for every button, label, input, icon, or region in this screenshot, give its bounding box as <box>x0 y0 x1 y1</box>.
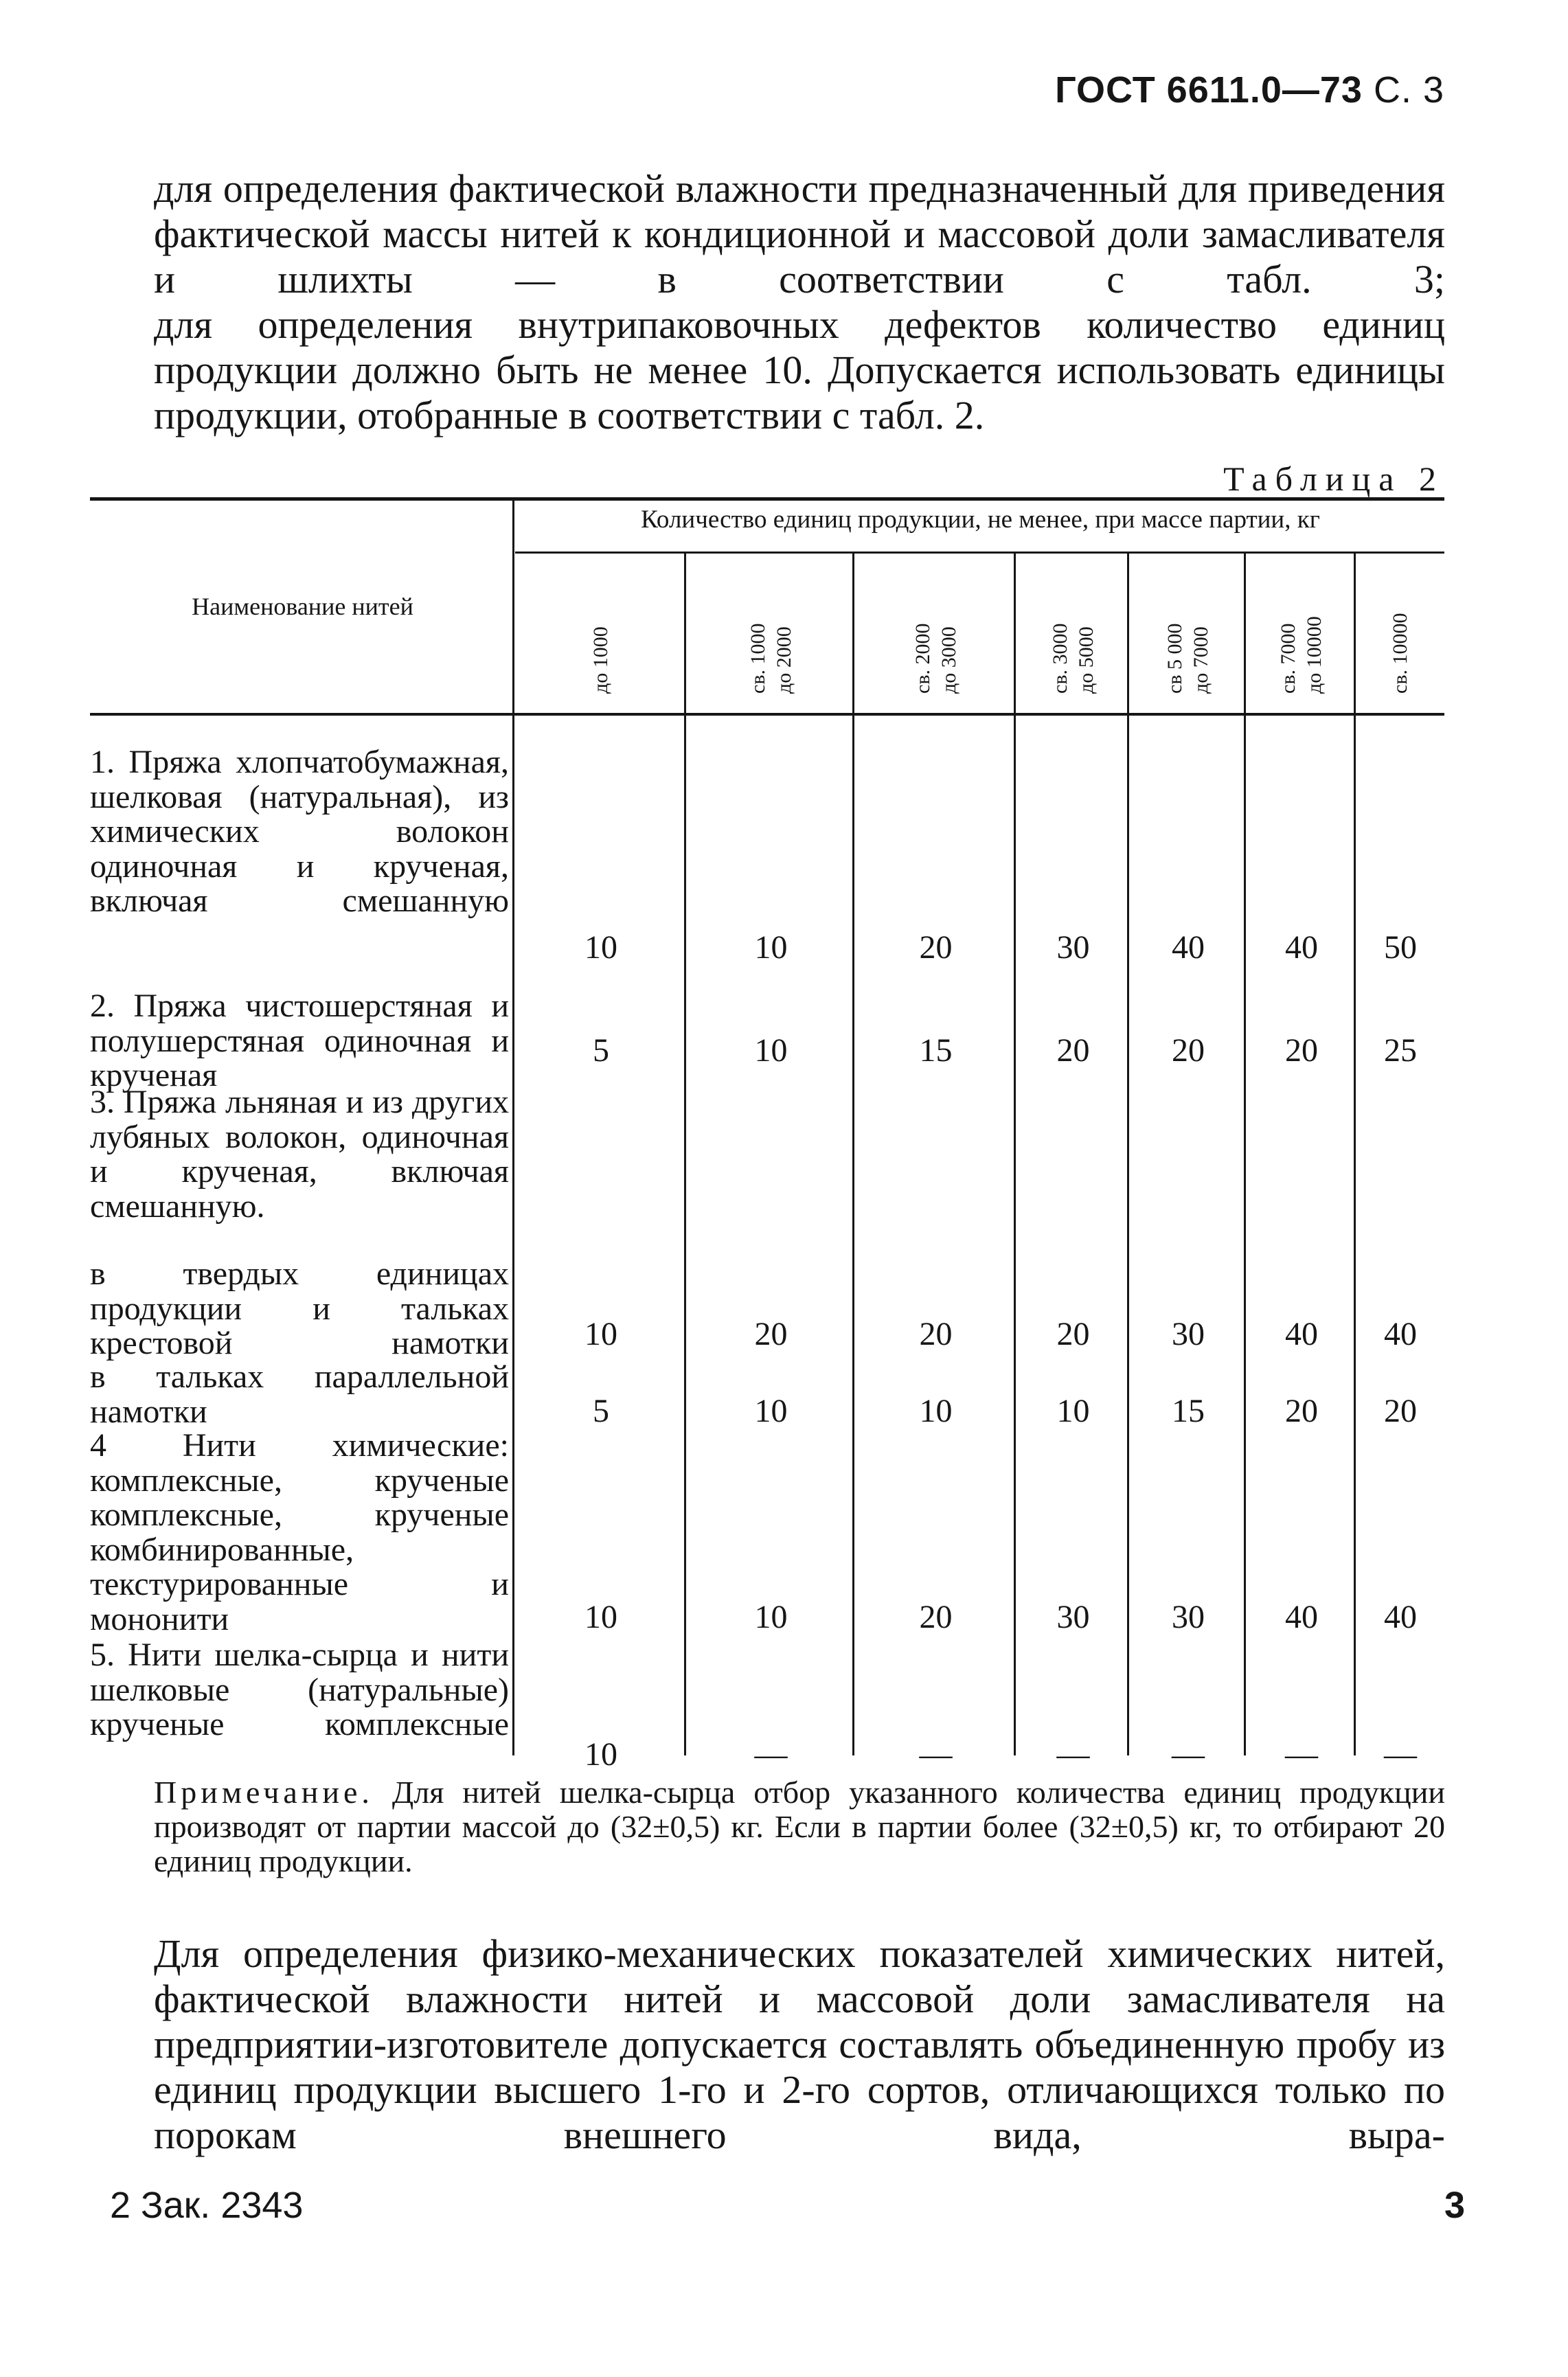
row-value: 15 <box>1172 1393 1205 1429</box>
row-value: 10 <box>584 929 617 966</box>
table-note <box>154 1775 1445 1878</box>
row-value: 40 <box>1285 1599 1318 1635</box>
column-line <box>1354 551 1356 1755</box>
row-value: 25 <box>1384 1032 1417 1069</box>
row-value: 40 <box>1285 1316 1318 1352</box>
column-header-5 <box>1162 570 1214 694</box>
row-name: 1. Пряжа хлопчатобумажная, шелковая (натуральная), из химических волокон одиночная и крученая, включая смешанную <box>90 744 509 919</box>
row-value: — <box>1056 1736 1090 1773</box>
row-value: 10 <box>754 1032 788 1069</box>
row-value: 30 <box>1172 1599 1205 1635</box>
standard-number: ГОСТ 6611.0—73 <box>1055 69 1363 111</box>
note-text: Для нитей шелка-сырца отбор указанного количества единиц продукции производят от партии массой до (32±0,5) кг. Если в партии более (32±0,5) кг, то отбирают 20 единиц продукции. <box>154 1775 1445 1878</box>
table-caption: Таблица 2 <box>1223 459 1444 498</box>
column-header-7 <box>1387 570 1413 694</box>
column-line <box>1014 551 1016 1755</box>
row-value: 30 <box>1172 1316 1205 1352</box>
column-header-line: до 10000 <box>1303 616 1326 694</box>
row-value: 10 <box>584 1599 617 1635</box>
row-value: 20 <box>1056 1316 1090 1352</box>
row-value: 20 <box>919 1316 953 1352</box>
row-name: 4 Нити химические: комплексные, крученые комплексные, крученые комбинированные, текстурированные и мононити <box>90 1427 509 1637</box>
row-value: 10 <box>1056 1393 1090 1429</box>
row-value: 20 <box>919 929 953 966</box>
column-header-line: до 1000 <box>589 626 612 694</box>
table-top-rule <box>90 497 1444 501</box>
row-value: 40 <box>1285 929 1318 966</box>
row-value: 20 <box>1384 1393 1417 1429</box>
row-value: — <box>1285 1736 1318 1773</box>
column-header-line: св. 3000 <box>1048 623 1071 694</box>
row-value: 5 <box>593 1032 609 1069</box>
closing-paragraph: Для определения физико-механических показателей химических нитей, фактической влажности нитей и массовой доли замасливателя на предприятии-изготовителе допускается составлять объединенную пробу из единиц продукции высшего 1-го и 2-го сортов, отличающихся только по порокам внешнего вида, выра- <box>154 1931 1445 2157</box>
name-header: Наименование нитей <box>192 593 413 620</box>
order-number: 2 Зак. 2343 <box>110 2185 304 2226</box>
row-name: 2. Пряжа чистошерстяная и полушерстяная одиночная и крученая <box>90 988 509 1093</box>
row-value: — <box>919 1736 953 1773</box>
column-header-line: до 5000 <box>1074 626 1098 694</box>
row-value: 20 <box>1172 1032 1205 1069</box>
column-line <box>1127 551 1129 1755</box>
intro-paragraph-1: для определения фактической влажности предназначенный для приведения фактической массы нитей к кондиционной и массовой доли замасливателя и шлихты — в соответствии с табл. 3; <box>154 166 1445 302</box>
column-header-line: до 7000 <box>1190 626 1212 694</box>
column-line <box>684 551 686 1755</box>
row-value: 40 <box>1384 1316 1417 1352</box>
column-header-6 <box>1275 570 1328 694</box>
column-header-2 <box>745 570 797 694</box>
row-value: 10 <box>919 1393 953 1429</box>
quantity-header: Количество единиц продукции, не менее, при массе партии, кг <box>641 505 1320 534</box>
column-header-line: св. 2000 <box>911 623 934 694</box>
column-header-line: до 2000 <box>772 626 795 694</box>
row-value: — <box>1384 1736 1417 1773</box>
row-value: 40 <box>1384 1599 1417 1635</box>
column-header-line: св. 1000 <box>746 623 769 694</box>
row-name: в тальках параллельной намотки <box>90 1358 509 1430</box>
row-value: 40 <box>1172 929 1205 966</box>
row-value: 10 <box>584 1316 617 1352</box>
note-label: Примечание. <box>154 1775 374 1810</box>
row-value: 20 <box>754 1316 788 1352</box>
row-value: — <box>754 1736 788 1773</box>
intro-paragraph-2: для определения внутрипаковочных дефектов количество единиц продукции должно быть не менее 10. Допускается использовать единицы продукции, отобранные в соответствии с табл. 2. <box>154 302 1445 437</box>
row-value: 20 <box>1285 1032 1318 1069</box>
page-number-header: С. 3 <box>1373 69 1444 111</box>
row-value: 10 <box>754 1599 788 1635</box>
row-value: 30 <box>1056 929 1090 966</box>
row-value: 20 <box>919 1599 953 1635</box>
row-value: 15 <box>919 1032 953 1069</box>
row-name: в твердых единицах продукции и тальках крестовой намотки <box>90 1255 509 1361</box>
row-value: 5 <box>593 1393 609 1429</box>
page-header <box>1055 69 1444 111</box>
row-value: 20 <box>1056 1032 1090 1069</box>
row-value: 50 <box>1384 929 1417 966</box>
row-value: 10 <box>754 929 788 966</box>
column-header-line: св. 7000 <box>1277 623 1299 694</box>
column-line <box>1244 551 1246 1755</box>
row-name: 5. Нити шелка-сырца и нити шелковые (натуральные) крученые комплексные <box>90 1637 509 1742</box>
row-value: 30 <box>1056 1599 1090 1635</box>
row-value: — <box>1172 1736 1205 1773</box>
table-header-rule <box>90 713 1444 716</box>
table-subheader-rule <box>515 551 1444 554</box>
row-value: 20 <box>1285 1393 1318 1429</box>
column-header-line: св. 10000 <box>1389 613 1411 694</box>
column-header-line: до 3000 <box>937 626 960 694</box>
column-line <box>512 497 514 1755</box>
row-value: 10 <box>584 1736 617 1773</box>
row-value: 10 <box>754 1393 788 1429</box>
column-header-line: св 5 000 <box>1163 623 1186 694</box>
column-header-1 <box>588 570 614 694</box>
page-number-footer: 3 <box>1444 2185 1465 2226</box>
row-name: 3. Пряжа льняная и из других лубяных волокон, одиночная и крученая, включая смешанную. <box>90 1084 509 1225</box>
column-header-4 <box>1047 570 1100 694</box>
column-header-3 <box>910 570 962 694</box>
column-line <box>852 551 854 1755</box>
